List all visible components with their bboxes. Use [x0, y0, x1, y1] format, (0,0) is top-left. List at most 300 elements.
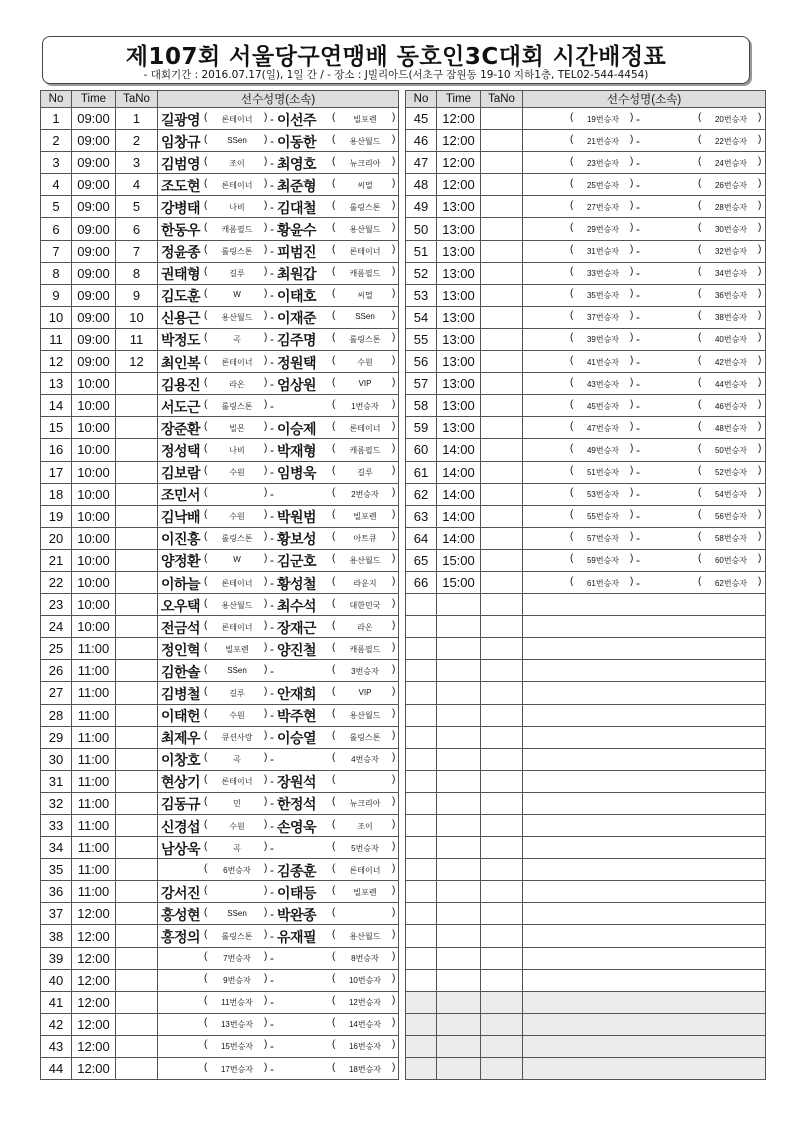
empty-row	[406, 1035, 766, 1057]
cell-tano	[116, 991, 158, 1013]
player-club: 32번승자	[714, 247, 748, 257]
open-paren: (	[204, 465, 208, 477]
empty-cell	[523, 660, 766, 682]
open-paren: (	[332, 266, 336, 278]
cell-time: 11:00	[72, 726, 116, 748]
player-slot	[274, 1015, 398, 1033]
player-club: 33번승자	[586, 269, 620, 279]
player-slot	[274, 662, 398, 680]
open-paren: (	[332, 222, 336, 234]
vs-dash: -	[636, 310, 640, 325]
vs-dash: -	[636, 509, 640, 524]
empty-row	[406, 638, 766, 660]
empty-row	[406, 1013, 766, 1035]
cell-match	[158, 196, 399, 218]
empty-cell	[437, 682, 481, 704]
empty-cell	[406, 638, 437, 660]
vs-dash: -	[270, 796, 274, 811]
close-paren: )	[264, 929, 268, 941]
player-club: 16번승자	[348, 1042, 382, 1052]
cell-match	[523, 174, 766, 196]
player-club: 1번승자	[351, 401, 379, 411]
empty-cell	[437, 770, 481, 792]
empty-cell	[523, 748, 766, 770]
player-club: 뉴크리아	[349, 799, 381, 809]
close-paren: )	[264, 1061, 268, 1073]
player-name: 홍성현	[161, 906, 201, 923]
cell-tano	[481, 417, 523, 439]
cell-no: 31	[41, 770, 72, 792]
cell-no: 54	[406, 306, 437, 328]
open-paren: (	[332, 619, 336, 631]
close-paren: )	[264, 1017, 268, 1029]
empty-cell	[406, 770, 437, 792]
player-name: 이재준	[277, 310, 317, 327]
open-paren: (	[570, 398, 574, 410]
player-club: 빌포렌	[353, 887, 377, 897]
cell-no: 16	[41, 439, 72, 461]
player-club: 57번승자	[586, 534, 620, 544]
close-paren: )	[392, 177, 396, 189]
player-club: 용산월드	[349, 556, 381, 566]
cell-no: 46	[406, 130, 437, 152]
open-paren: (	[332, 818, 336, 830]
cell-time: 12:00	[72, 903, 116, 925]
cell-no: 4	[41, 174, 72, 196]
close-paren: )	[758, 398, 762, 410]
player-name: 최준형	[277, 177, 317, 194]
cell-time: 11:00	[72, 815, 116, 837]
cell-tano	[481, 351, 523, 373]
table-row	[406, 262, 766, 284]
player-club: 51번승자	[586, 468, 620, 478]
player-name: 최수석	[277, 597, 317, 614]
table-row	[41, 549, 399, 571]
empty-cell	[437, 1035, 481, 1057]
empty-row	[406, 815, 766, 837]
empty-cell	[523, 770, 766, 792]
vs-dash: -	[270, 222, 274, 237]
open-paren: (	[204, 398, 208, 410]
player-club: 용산월드	[221, 313, 253, 323]
open-paren: (	[204, 575, 208, 587]
player-club: 수원	[229, 821, 245, 831]
close-paren: )	[630, 133, 634, 145]
close-paren: )	[392, 354, 396, 366]
cell-time: 09:00	[72, 284, 116, 306]
cell-tano	[116, 770, 158, 792]
cell-no: 2	[41, 130, 72, 152]
close-paren: )	[630, 288, 634, 300]
page-title: 제107회 서울당구연맹배 동호인3C대회 시간배정표	[125, 44, 667, 70]
open-paren: (	[698, 442, 702, 454]
player-club: 캐롬필드	[349, 445, 381, 455]
schedule-table-left	[40, 90, 399, 1080]
cell-match	[523, 417, 766, 439]
open-paren: (	[204, 929, 208, 941]
cell-tano: 10	[116, 306, 158, 328]
open-paren: (	[698, 398, 702, 410]
header-row	[41, 91, 399, 108]
col-header-no: No	[41, 91, 72, 108]
player-name: 임병욱	[277, 465, 317, 482]
cell-tano	[481, 373, 523, 395]
open-paren: (	[332, 796, 336, 808]
cell-time: 09:00	[72, 218, 116, 240]
close-paren: )	[264, 509, 268, 521]
cell-tano	[116, 881, 158, 903]
close-paren: )	[758, 553, 762, 565]
table-row	[406, 174, 766, 196]
open-paren: (	[204, 288, 208, 300]
open-paren: (	[332, 487, 336, 499]
player-slot	[523, 242, 636, 260]
vs-dash: -	[270, 862, 274, 877]
empty-cell	[406, 616, 437, 638]
player-club: 5번승자	[351, 843, 379, 853]
cell-no: 19	[41, 505, 72, 527]
empty-cell	[481, 704, 523, 726]
player-club: 론테이너	[221, 777, 253, 787]
open-paren: (	[698, 553, 702, 565]
open-paren: (	[332, 752, 336, 764]
player-slot	[158, 728, 270, 746]
cell-tano	[116, 417, 158, 439]
player-slot	[523, 330, 636, 348]
cell-match	[523, 218, 766, 240]
player-slot	[158, 198, 270, 216]
cell-time: 10:00	[72, 439, 116, 461]
close-paren: )	[392, 244, 396, 256]
open-paren: (	[570, 553, 574, 565]
cell-time: 09:00	[72, 174, 116, 196]
cell-tano	[481, 549, 523, 571]
close-paren: )	[758, 177, 762, 189]
player-club: 60번승자	[714, 556, 748, 566]
open-paren: (	[332, 420, 336, 432]
player-slot	[158, 132, 270, 150]
close-paren: )	[264, 487, 268, 499]
close-paren: )	[392, 597, 396, 609]
player-slot	[274, 220, 398, 238]
cell-no: 18	[41, 483, 72, 505]
open-paren: (	[204, 553, 208, 565]
table-row	[41, 240, 399, 262]
cell-match	[158, 1058, 399, 1080]
open-paren: (	[332, 641, 336, 653]
player-slot	[158, 507, 270, 525]
player-slot	[274, 132, 398, 150]
open-paren: (	[332, 244, 336, 256]
close-paren: )	[392, 619, 396, 631]
player-name: 안재희	[277, 685, 317, 702]
open-paren: (	[204, 774, 208, 786]
cell-tano: 6	[116, 218, 158, 240]
close-paren: )	[758, 222, 762, 234]
player-club: 61번승자	[586, 578, 620, 588]
player-club: 55번승자	[586, 512, 620, 522]
player-slot	[640, 220, 764, 238]
cell-no: 7	[41, 240, 72, 262]
cell-tano	[116, 815, 158, 837]
player-club: 15번승자	[220, 1042, 254, 1052]
table-row	[406, 483, 766, 505]
cell-no: 55	[406, 328, 437, 350]
player-name: 장원석	[277, 774, 317, 791]
table-row	[41, 616, 399, 638]
vs-dash: -	[270, 1061, 274, 1076]
vs-dash: -	[270, 575, 274, 590]
close-paren: )	[392, 222, 396, 234]
player-name: 한동우	[161, 222, 201, 239]
vs-dash: -	[270, 774, 274, 789]
open-paren: (	[698, 509, 702, 521]
vs-dash: -	[270, 465, 274, 480]
cell-tano	[481, 284, 523, 306]
cell-no: 42	[41, 1013, 72, 1035]
cell-match	[158, 903, 399, 925]
close-paren: )	[758, 288, 762, 300]
open-paren: (	[332, 663, 336, 675]
player-slot	[158, 441, 270, 459]
close-paren: )	[392, 708, 396, 720]
player-club: 수원	[229, 468, 245, 478]
player-club: 56번승자	[714, 512, 748, 522]
player-name: 한정석	[277, 796, 317, 813]
player-club: 42번승자	[714, 357, 748, 367]
player-slot	[158, 772, 270, 790]
player-name: 엄상원	[277, 376, 317, 393]
player-name: 서도근	[161, 398, 201, 415]
cell-time: 14:00	[437, 505, 481, 527]
player-slot	[158, 596, 270, 614]
vs-dash: -	[636, 266, 640, 281]
empty-cell	[481, 792, 523, 814]
table-row	[41, 859, 399, 881]
close-paren: )	[758, 487, 762, 499]
cell-tano	[116, 461, 158, 483]
cell-no: 61	[406, 461, 437, 483]
close-paren: )	[264, 752, 268, 764]
open-paren: (	[204, 199, 208, 211]
vs-dash: -	[270, 818, 274, 833]
close-paren: )	[630, 222, 634, 234]
empty-cell	[523, 837, 766, 859]
empty-cell	[481, 881, 523, 903]
cell-no: 44	[41, 1058, 72, 1080]
player-club: 34번승자	[714, 269, 748, 279]
close-paren: )	[630, 420, 634, 432]
empty-cell	[481, 770, 523, 792]
empty-cell	[523, 704, 766, 726]
player-name: 유재필	[277, 929, 317, 946]
vs-dash: -	[270, 884, 274, 899]
close-paren: )	[264, 244, 268, 256]
empty-cell	[437, 660, 481, 682]
table-row	[41, 306, 399, 328]
cell-time: 09:00	[72, 306, 116, 328]
player-name: 이하늘	[161, 575, 201, 592]
open-paren: (	[698, 222, 702, 234]
player-slot	[158, 618, 270, 636]
player-slot	[523, 308, 636, 326]
empty-cell	[523, 594, 766, 616]
cell-time: 15:00	[437, 549, 481, 571]
player-slot	[158, 353, 270, 371]
player-club: 론테이너	[349, 247, 381, 257]
player-club: 40번승자	[714, 335, 748, 345]
cell-time: 10:00	[72, 395, 116, 417]
close-paren: )	[758, 310, 762, 322]
cell-no: 26	[41, 660, 72, 682]
cell-time: 13:00	[437, 417, 481, 439]
open-paren: (	[332, 155, 336, 167]
player-club: 곡	[233, 335, 241, 345]
close-paren: )	[758, 420, 762, 432]
cell-time: 10:00	[72, 616, 116, 638]
cell-time: 09:00	[72, 152, 116, 174]
table-row	[406, 240, 766, 262]
table-row	[41, 947, 399, 969]
player-club: 롤링스톤	[221, 932, 253, 942]
open-paren: (	[204, 906, 208, 918]
player-slot	[274, 861, 398, 879]
open-paren: (	[332, 1039, 336, 1051]
open-paren: (	[204, 310, 208, 322]
player-name: 장준환	[161, 420, 201, 437]
empty-cell	[437, 594, 481, 616]
close-paren: )	[630, 310, 634, 322]
empty-cell	[481, 947, 523, 969]
open-paren: (	[204, 155, 208, 167]
cell-time: 12:00	[72, 925, 116, 947]
open-paren: (	[570, 465, 574, 477]
cell-no: 49	[406, 196, 437, 218]
close-paren: )	[392, 1061, 396, 1073]
cell-tano	[481, 527, 523, 549]
open-paren: (	[204, 177, 208, 189]
cell-time: 12:00	[72, 1035, 116, 1057]
open-paren: (	[332, 774, 336, 786]
cell-time: 13:00	[437, 218, 481, 240]
vs-dash: -	[270, 641, 274, 656]
close-paren: )	[630, 354, 634, 366]
close-paren: )	[264, 597, 268, 609]
cell-time: 10:00	[72, 571, 116, 593]
cell-no: 65	[406, 549, 437, 571]
player-slot	[274, 750, 398, 768]
open-paren: (	[332, 1061, 336, 1073]
empty-cell	[406, 682, 437, 704]
cell-time: 13:00	[437, 373, 481, 395]
open-paren: (	[332, 553, 336, 565]
table-row	[41, 748, 399, 770]
player-club: SSen	[227, 908, 247, 918]
cell-time: 11:00	[72, 638, 116, 660]
player-club: 빌포렌	[353, 114, 377, 124]
close-paren: )	[758, 465, 762, 477]
player-slot	[158, 1037, 270, 1055]
cell-tano	[116, 660, 158, 682]
player-club: 30번승자	[714, 225, 748, 235]
cell-tano	[116, 549, 158, 571]
close-paren: )	[758, 111, 762, 123]
player-name: 이태등	[277, 884, 317, 901]
col-header-no: No	[406, 91, 437, 108]
close-paren: )	[392, 155, 396, 167]
player-club: 나비	[229, 202, 245, 212]
empty-cell	[481, 726, 523, 748]
cell-match	[523, 328, 766, 350]
vs-dash: -	[270, 332, 274, 347]
player-slot	[640, 419, 764, 437]
player-slot	[158, 264, 270, 282]
player-club: 39번승자	[586, 335, 620, 345]
cell-match	[158, 682, 399, 704]
cell-time: 14:00	[437, 527, 481, 549]
empty-cell	[406, 1013, 437, 1035]
col-header-tano: TaNo	[116, 91, 158, 108]
table-row	[41, 682, 399, 704]
empty-cell	[523, 638, 766, 660]
player-slot	[158, 861, 270, 879]
player-slot	[158, 706, 270, 724]
cell-match	[523, 130, 766, 152]
open-paren: (	[204, 376, 208, 388]
close-paren: )	[264, 553, 268, 565]
cell-no: 59	[406, 417, 437, 439]
vs-dash: -	[270, 199, 274, 214]
player-club: 23번승자	[586, 158, 620, 168]
cell-match	[158, 616, 399, 638]
open-paren: (	[570, 420, 574, 432]
cell-no: 41	[41, 991, 72, 1013]
table-row	[41, 969, 399, 991]
cell-match	[523, 571, 766, 593]
empty-cell	[481, 1013, 523, 1035]
player-club: 24번승자	[714, 158, 748, 168]
player-slot	[158, 419, 270, 437]
cell-time: 10:00	[72, 594, 116, 616]
table-row	[41, 284, 399, 306]
cell-match	[158, 306, 399, 328]
player-slot	[274, 706, 398, 724]
close-paren: )	[392, 906, 396, 918]
player-slot	[274, 993, 398, 1011]
cell-tano	[481, 461, 523, 483]
cell-time: 09:00	[72, 240, 116, 262]
close-paren: )	[392, 288, 396, 300]
player-slot	[158, 927, 270, 945]
player-club: 3번승자	[351, 666, 379, 676]
player-slot	[158, 574, 270, 592]
cell-time: 11:00	[72, 881, 116, 903]
vs-dash: -	[636, 155, 640, 170]
player-slot	[523, 264, 636, 282]
vs-dash: -	[636, 222, 640, 237]
open-paren: (	[204, 442, 208, 454]
cell-tano	[116, 373, 158, 395]
cell-match	[158, 859, 399, 881]
player-name: 김도훈	[161, 288, 201, 305]
player-name: 박정도	[161, 332, 201, 349]
table-row	[41, 925, 399, 947]
player-club: 용산월드	[349, 932, 381, 942]
cell-no: 47	[406, 152, 437, 174]
close-paren: )	[392, 332, 396, 344]
close-paren: )	[264, 398, 268, 410]
cell-tano: 9	[116, 284, 158, 306]
